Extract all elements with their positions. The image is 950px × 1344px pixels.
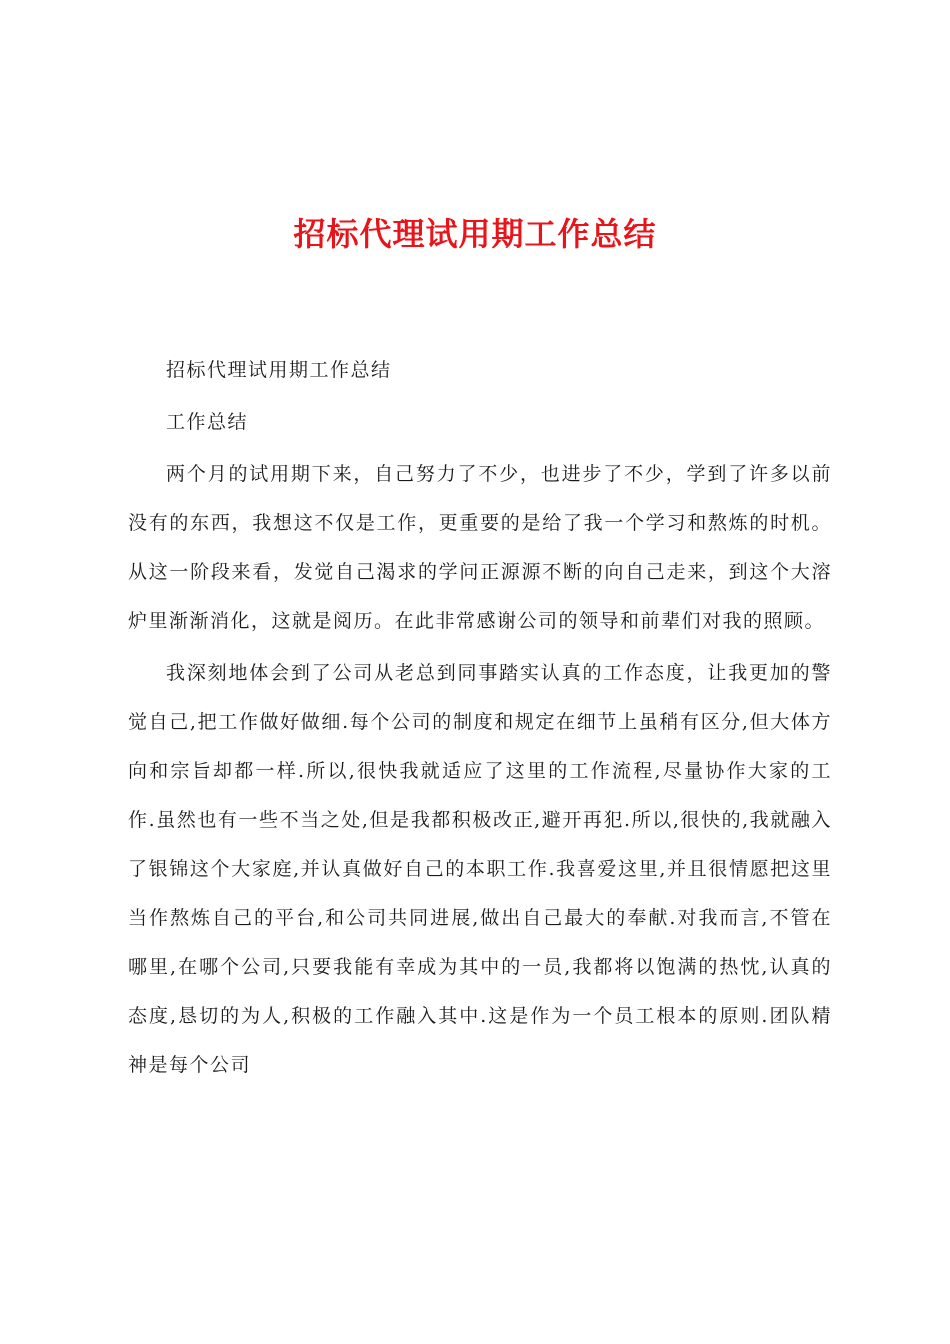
paragraph-subtitle: 招标代理试用期工作总结 [166, 359, 392, 381]
paragraph-1: 两个月的试用期下来，自己努力了不少，也进步了不少，学到了许多以前没有的东西，我想这不仅是工作，更重要的是给了我一个学习和熬炼的时机。从这一阶段来看，发觉自己渴求的学问正源源不断的向自己走来，到这个大溶炉里渐渐消化，这就是阅历。在此非常感谢公司的领导和前辈们对我的照顾。 [128, 463, 832, 632]
paragraph-section-heading: 工作总结 [166, 411, 249, 433]
paragraph-2: 我深刻地体会到了公司从老总到同事踏实认真的工作态度，让我更加的警觉自己,把工作做好做细.每个公司的制度和规定在细节上虽稍有区分,但大体方向和宗旨却都一样.所以,很快我就适应了这里的工作流程,尽量协作大家的工作.虽然也有一些不当之处,但是我都积极改正,避开再犯.所以,很快的,我就融入了银锦这个大家庭,并认真做好自己的本职工作.我喜爱这里,并且很情愿把这里当作熬炼自己的平台,和公司共同进展,做出自己最大的奉献.对我而言,不管在哪里,在哪个公司,只要我能有幸成为其中的一员,我都将以饱满的热忱,认真的态度,恳切的为人,积极的工作融入其中.这是作为一个员工根本的原则.团队精神是每个公司 [128, 662, 832, 1076]
document-body [128, 346, 832, 1090]
document-title: 招标代理试用期工作总结 [293, 215, 657, 253]
